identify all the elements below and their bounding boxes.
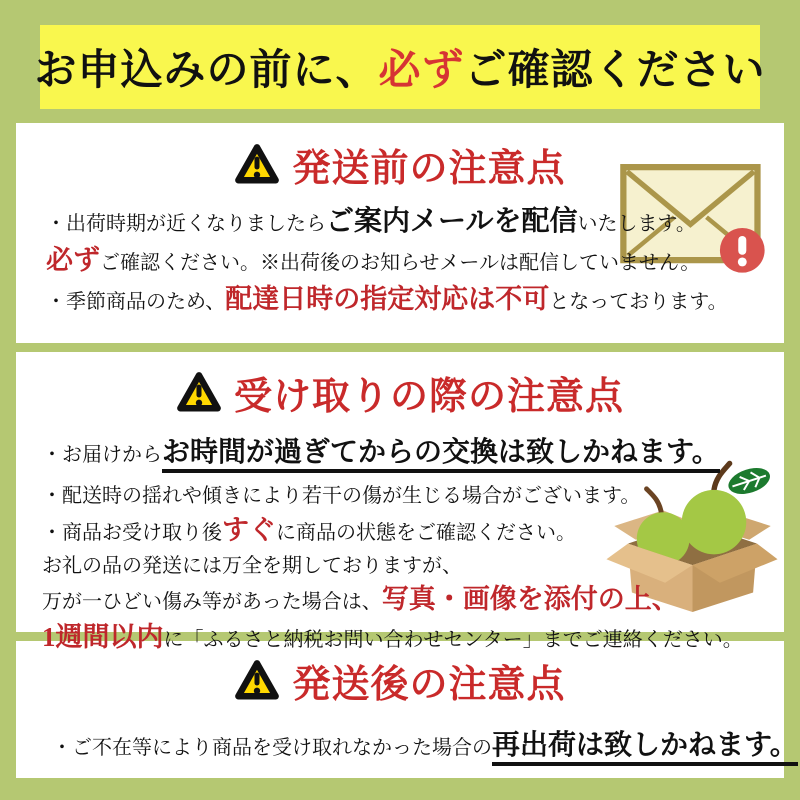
warning-triangle-icon [176, 371, 222, 414]
notice-line: ・季節商品のため、配達日時の指定対応は不可となっております。 [46, 284, 728, 314]
warning-triangle-icon [234, 659, 280, 702]
section-title: 受け取りの際の注意点 [233, 376, 624, 418]
notice-line: ・ご不在等により商品を受け取れなかった場合の再出荷は致しかねます。 [52, 724, 784, 772]
banner-text-after: ご確認ください [464, 46, 766, 93]
notice-line: 万が一ひどい傷み等があった場合は、写真・画像を添付の上、 [42, 584, 679, 614]
banner-text-emphasis: 必ず [378, 46, 465, 93]
section-body [52, 724, 798, 772]
notice-line: ・出荷時期が近くなりましたらご案内メールを配信いたします。 [46, 206, 696, 237]
section-title: 発送前の注意点 [292, 148, 566, 190]
section-title: 発送後の注意点 [292, 664, 566, 706]
notice-line: 1週間以内に「ふるさと納税お問い合わせセンター」までご連絡ください。 [42, 622, 743, 652]
notice-line: ・商品お受け取り後すぐに商品の状態をご確認ください。 [42, 515, 576, 545]
banner-text-before: お申込みの前に、 [34, 46, 379, 93]
confirm-before-apply-banner [34, 25, 766, 109]
notice-line: ・お届けからお時間が過ぎてからの交換は致しかねます。 [42, 430, 784, 480]
notice-card-on-receipt [16, 352, 784, 652]
section-body [46, 204, 784, 322]
section-body [42, 430, 784, 659]
warning-triangle-icon [234, 143, 280, 186]
notice-line: ・配送時の揺れや傾きにより若干の傷が生じる場合がございます。 [42, 485, 641, 507]
notice-line: お礼の品の発送には万全を期しておりますが、 [42, 555, 462, 577]
notice-card-after-shipping [16, 641, 798, 778]
notice-line: 必ずご確認ください。※出荷後のお知らせメールは配信していません。 [46, 245, 701, 275]
notice-card-before-shipping [16, 123, 784, 343]
section-heading [16, 352, 784, 420]
